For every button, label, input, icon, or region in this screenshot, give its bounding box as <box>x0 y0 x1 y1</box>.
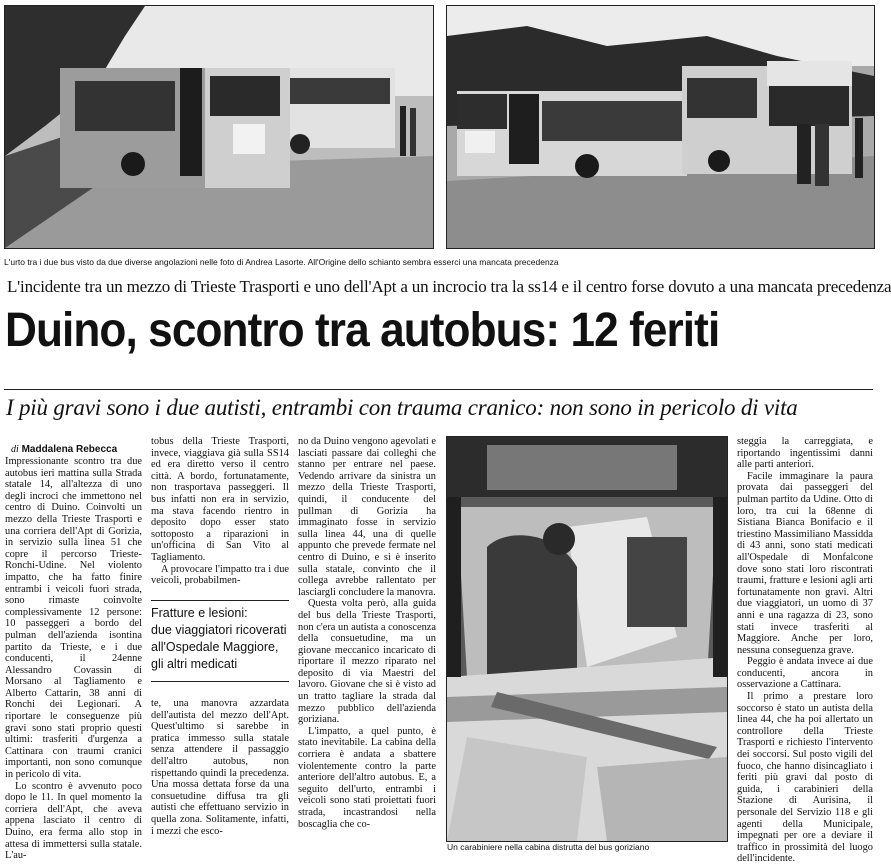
pull-quote <box>151 600 289 682</box>
article-column-2-bottom <box>151 698 289 852</box>
article-column-3 <box>298 436 436 852</box>
pull-quote-rule-top <box>151 600 289 601</box>
byline-prefix: di <box>11 444 19 455</box>
photo-caption-top: L'urto tra i due bus visto da due diverse angolazioni nelle foto di Andrea Lasorte. All'Origine dello schianto sembra esserci una mancata precedenza <box>4 257 559 267</box>
byline <box>11 437 117 456</box>
photo-top-right <box>446 5 875 249</box>
photo-caption-cabin: Un carabiniere nella cabina distrutta del bus goriziano <box>447 842 650 852</box>
photo-top-left-image <box>5 6 433 248</box>
article-column-2-top <box>151 436 289 588</box>
pull-quote-rule-bottom <box>151 681 289 682</box>
photo-cabin <box>446 436 728 842</box>
col1-paragraph: Lo scontro è avvenuto poco dopo le 11. In quel momento la corriera dell'Apt, che aveva appena lasciato il centro di Duino, era ferma allo stop in attesa di immettersi sulla statale. L'au- <box>5 780 142 862</box>
col4-paragraph: Il primo a prestare loro soccorso è stato un autista della linea 44, che ha poi allertato un controllore della Trieste Trasporti e richiesto l'intervento dei soccorsi. Sul posto vigili del fuoco, che hanno disincagliato i feriti più gravi dal posto di guida, i carabinieri della Stazione di Aurisina, il personale del Servizio 118 e gli agenti della Municipale, impegnati per ore a deviare il traffico in prossimità del luogo dell'incidente. <box>737 691 873 865</box>
col4-paragraph: Facile immaginare la paura provata dai passeggeri del pulman partito da Udine. Otto di loro, tra cui la 68enne di Sistiana Bianca Bonifacio e il triestino Massimiliano Massidda di 43 anni, sono stati medicati all'Ospedale di Monfalcone dove sono stati loro riscontrati traumi, fratture e lesioni agli arti fortunatamente non gravi. Altri due viaggiatori, un uomo di 37 anni e una ragazza di 23, sono stati invece trasferiti al Maggiore. Anche per loro, nessuna conseguenza grave. <box>737 470 873 656</box>
col1-paragraph: Impressionante scontro tra due autobus ieri mattina sulla Strada statale 14, all'altezza di uno degli incroci che immettono nel centro di Duino. Coinvolti un mezzo della Trieste Trasporti e una corriera dell'Apt di Gorizia, in servizio sulla linea 51 che copre il percorso Trieste-Ronchi-Udine. Nel violento impatto, che ha fatto finire entrambi i veicoli fuori strada, sono rimaste coinvolte complessivamente 12 persone: 10 passeggeri a bordo del pulman dell'azienda isontina partito da Trieste, e i due conducenti, il 24enne Alessandro Covassin di Morsano al Tagliamento e Alberto Cattarin, 38 anni di Ronchi dei Legionari. A riportare le conseguenze più gravi sono stati proprio questi ultimi: trasferiti d'urgenza a Cattinara con traumi cranici importanti, non sono comunque in pericolo di vita. <box>5 456 142 781</box>
pull-quote-title: Fratture e lesioni: <box>151 606 248 620</box>
photo-cabin-image <box>447 437 727 841</box>
byline-author: Maddalena Rebecca <box>21 444 118 455</box>
kicker: L'incidente tra un mezzo di Trieste Trasporti e uno dell'Apt a un incrocio tra la ss14 e il centro forse dovuto a una mancata precedenza <box>7 277 891 296</box>
article-column-1 <box>5 456 142 862</box>
col4-paragraph: Peggio è andata invece ai due conducenti, ancora in osservazione a Cattinara. <box>737 656 873 691</box>
headline: Duino, scontro tra autobus: 12 feriti <box>5 304 720 357</box>
col2-paragraph: tobus della Trieste Trasporti, invece, viaggiava già sulla SS14 ed era diretto verso il centro città. A bordo, fortunatamente, non trasportava passeggeri. Il bus infatti non era in servizio, ma stava facendo rientro in deposito dopo esser stato sottoposto a riparazioni in un'officina di San Vito al Tagliamento. <box>151 436 289 563</box>
col3-paragraph: L'impatto, a quel punto, è stato inevitabile. La cabina della corriera è andata a sbattere violentemente contro la parte anteriore dell'altro autobus. E, a seguito dell'urto, entrambi i veicoli sono stati proiettati fuori strada, incastrandosi nella boscaglia che co- <box>298 725 436 830</box>
photo-top-right-image <box>447 6 874 248</box>
col2-paragraph: A provocare l'impatto tra i due veicoli, probabilmen- <box>151 563 289 587</box>
col3-paragraph: Questa volta però, alla guida del bus della Trieste Trasporti, non c'era un autista a conoscenza della consuetudine, ma un giovane meccanico incaricato di riportare il mezzo riparato nel deposito di via Maestri del lavoro. Giovane che si è visto ad un tratto tagliare la strada dal mezzo pubblico dell'azienda goriziana. <box>298 598 436 726</box>
col3-paragraph: no da Duino vengono agevolati e lasciati passare dai colleghi che stanno per entrare nel paese. Vedendo arrivare da sinistra un mezzo della Trieste Trasporti, quindi, il conducente del pullman di Gorizia ha immaginato fosse in servizio sulla linea 44, una di quelle appunto che prevede fermate nel centro di Duino, e si è inserito sulla statale, convinto che il collega avrebbe rallentato per lasciargli concludere la manovra. <box>298 436 436 598</box>
subhead: I più gravi sono i due autisti, entrambi con trauma cranico: non sono in pericolo di vita <box>6 395 798 420</box>
pull-quote-body: due viaggiatori ricoverati all'Ospedale Maggiore, gli altri medicati <box>151 623 287 671</box>
col4-paragraph: steggia la carreggiata, e riportando ingentissimi danni alle parti anteriori. <box>737 436 873 471</box>
photo-top-left <box>4 5 434 249</box>
article-column-4 <box>737 436 873 865</box>
headline-rule <box>4 389 873 390</box>
col2-paragraph: te, una manovra azzardata dell'autista del mezzo dell'Apt. Quest'ultimo si sarebbe in pratica immesso sulla statale senza attendere il passaggio dell'altro autobus, non rispettando quindi la precedenza. Una mossa dettata forse da una consuetudine diffusa tra gli autisti che effettuano servizio in quella zona. Solitamente, infatti, i mezzi che esco- <box>151 698 289 837</box>
